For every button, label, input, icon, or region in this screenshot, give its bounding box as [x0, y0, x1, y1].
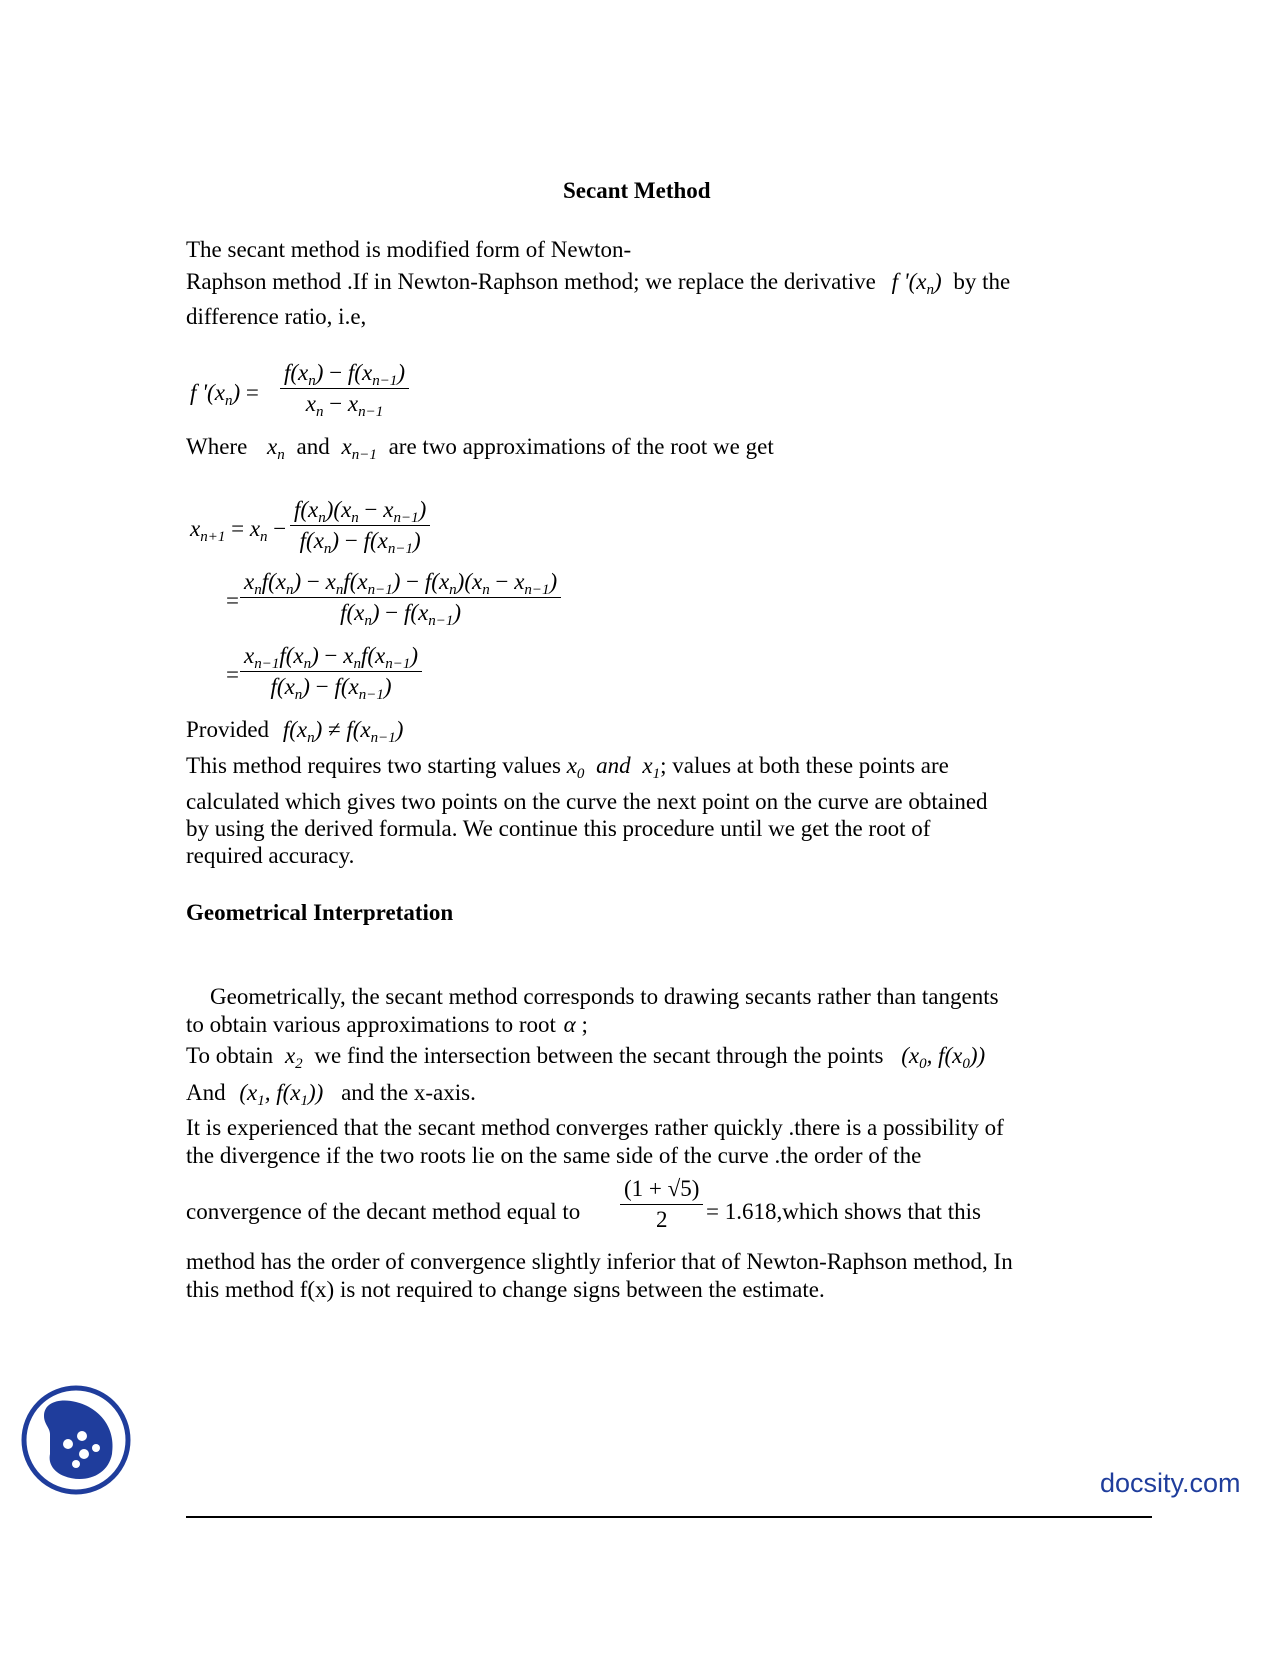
- p1-line-2: calculated which gives two points on the curve the next point on the curve are obtained: [186, 789, 988, 814]
- g-line-3-b: we find the intersection between the secant through the points: [314, 1043, 884, 1068]
- where-line: [186, 433, 774, 461]
- xn-1-symbol: $x_{n-1}$: [341, 434, 377, 463]
- g-line-2-text: to obtain various approximations to root: [186, 1012, 556, 1037]
- point-x1: ($x_1$, $f(x_1)$): [239, 1080, 324, 1109]
- g-line-8: method has the order of convergence slightly inferior that of Newton-Raphson method, In: [186, 1249, 1013, 1274]
- g-line-7-rest: [706, 1198, 981, 1226]
- docsity-logo-icon: [20, 1384, 132, 1496]
- eq1-fraction: $\frac{f(x_n) - f(x_{n-1})}{x_n - x_{n-1}}$: [280, 360, 409, 417]
- g-line-7-text: convergence of the decant method equal to: [186, 1199, 581, 1224]
- point-x0: ($x_0$, $f(x_0)$): [901, 1043, 986, 1072]
- g-line-2-end: ;: [581, 1012, 588, 1037]
- g-line-3-a: To obtain: [186, 1043, 274, 1068]
- g-line-5: It is experienced that the secant method converges rather quickly .there is a possibility of: [186, 1115, 1004, 1140]
- intro-line-1: The secant method is modified form of Newton-: [186, 237, 632, 262]
- eq2-fraction: $\frac{f(x_n)(x_n - x_{n-1})}{f(x_n) - f(x_{n-1})}$: [290, 497, 430, 554]
- where-label: Where: [186, 434, 248, 459]
- intro-line-2: [186, 268, 1010, 296]
- provided-condition: $f(x_n) \ne f(x_{n-1})$: [282, 717, 404, 746]
- g-line-3: [186, 1042, 985, 1070]
- docsity-brand[interactable]: docsity.com: [1100, 1468, 1241, 1498]
- g-line-4-a: And: [186, 1080, 226, 1105]
- g-line-9: this method f(x) is not required to change signs between the estimate.: [186, 1277, 825, 1302]
- p1-line-4: required accuracy.: [186, 843, 355, 868]
- intro-line-2-text: Raphson method .If in Newton-Raphson method; we replace the derivative: [186, 269, 876, 294]
- x1-symbol: $x_1$: [642, 753, 661, 782]
- derivative-expression: f '$(x_n)$: [891, 269, 942, 298]
- eq1-lhs: f '$(x_n)$ =: [190, 380, 259, 409]
- where-rest: are two approximations of the root we get: [388, 434, 774, 459]
- p1-and: and: [596, 753, 631, 778]
- golden-fraction: $\frac{(1 + √5)}{2}$: [620, 1176, 703, 1233]
- provided-line: [186, 716, 403, 744]
- eq3-fraction: $x_nf(x_n) - x_nf(x_{n-1}) - f(x_n)(x_n - x_{n-1})$ $f(x_n) - f(x_{n-1})$: [240, 569, 561, 626]
- eq4-fraction: $x_{n-1}f(x_n) - x_nf(x_{n-1})$ $f(x_n) - f(x_{n-1})$: [240, 643, 422, 700]
- g-line-7-end: ,which shows that this: [776, 1199, 981, 1224]
- g-line-1: Geometrically, the secant method corresponds to drawing secants rather than tangents: [210, 984, 999, 1009]
- xn-symbol: $x_n$: [267, 434, 285, 463]
- eq4-equals: =: [226, 662, 239, 687]
- intro-line-3: difference ratio, i.e,: [186, 304, 367, 329]
- g-line-4-b: and the x-axis.: [341, 1080, 476, 1105]
- x2-symbol: $x_2$: [284, 1043, 303, 1072]
- x0-symbol: $x_0$: [566, 753, 585, 782]
- footer-divider: [186, 1516, 1152, 1518]
- eq3-equals: =: [226, 588, 239, 613]
- alpha-symbol: α: [563, 1012, 576, 1037]
- where-and: and: [296, 434, 330, 459]
- eq2-lhs: $x_{n+1} = x_n$ −: [190, 516, 287, 545]
- p1-text-b: ; values at both these points are: [660, 753, 949, 778]
- convergence-value: = 1.618: [706, 1199, 777, 1224]
- section-geometrical-title: Geometrical Interpretation: [186, 900, 454, 925]
- g-line-6: the divergence if the two roots lie on the same side of the curve .the order of the: [186, 1143, 922, 1168]
- page-title: Secant Method: [563, 178, 711, 203]
- p1-text-a: This method requires two starting values: [186, 753, 561, 778]
- g-line-2: [186, 1011, 588, 1039]
- p1-line-1: [186, 752, 949, 780]
- p1-line-3: by using the derived formula. We continue this procedure until we get the root of: [186, 816, 931, 841]
- intro-line-2-end: by the: [953, 269, 1011, 294]
- provided-label: Provided: [186, 717, 270, 742]
- g-line-4: [186, 1079, 476, 1107]
